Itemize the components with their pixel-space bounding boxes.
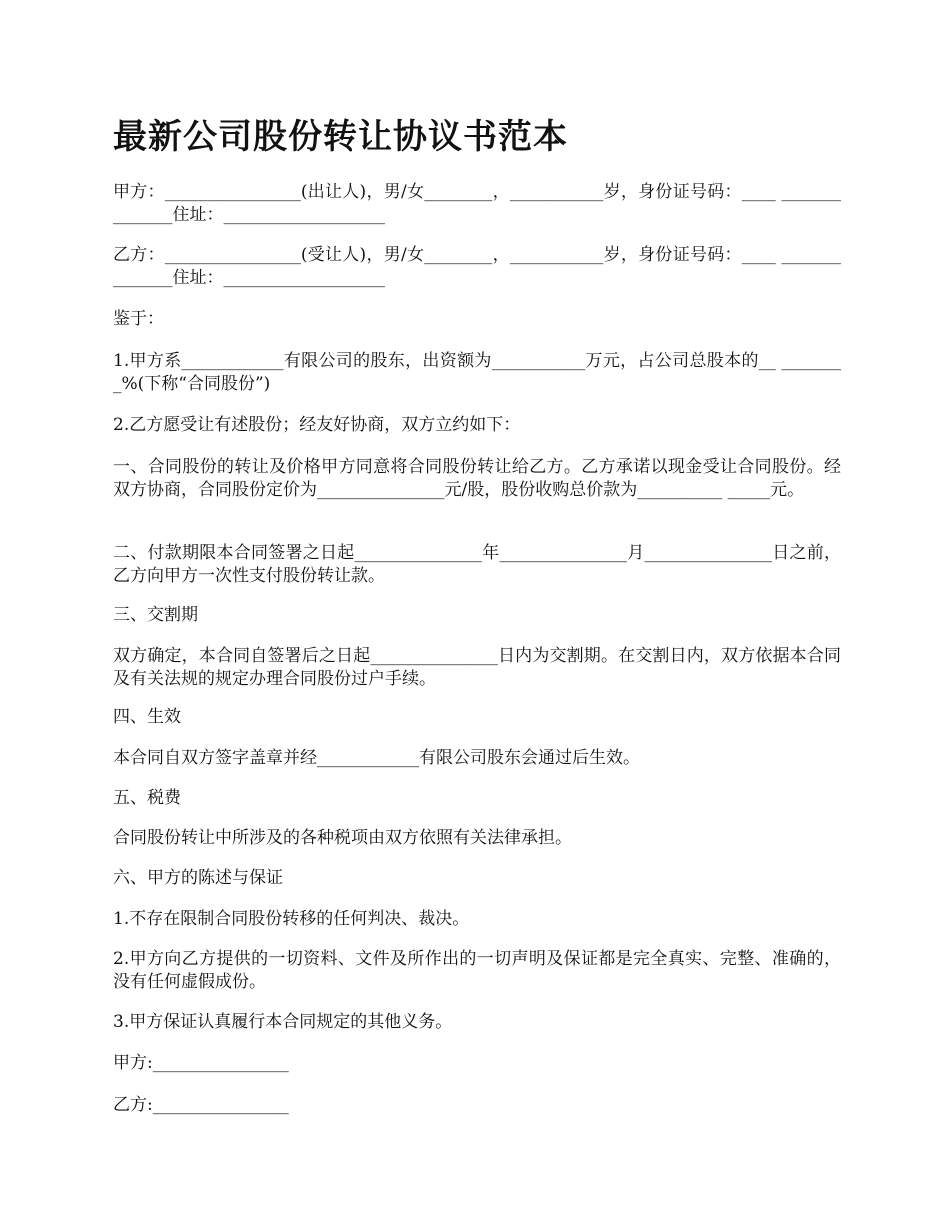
clause-4-heading: 四、生效 — [113, 707, 181, 727]
signature-party-a: 甲方:________________ — [113, 1053, 289, 1073]
clause-1-transfer-price: 一、合同股份的转让及价格甲方同意将合同股份转让给乙方。乙方承诺以现金受让合同股份。经双方协商，合同股份定价为_______________元/股，股份收购总价款为__________ _____元。 — [113, 457, 841, 500]
document-title: 最新公司股份转让协议书范本 — [113, 117, 568, 157]
party-b-info: 乙方：________________(受让人)，男/女________，___________岁，身份证号码：____ ______________住址：___________________ — [113, 245, 841, 288]
whereas-heading: 鉴于： — [113, 309, 164, 329]
clause-5-body: 合同股份转让中所涉及的各种税项由双方依照有关法律承担。 — [113, 828, 572, 848]
recital-2: 2.乙方愿受让有述股份；经友好协商，双方立约如下： — [113, 415, 521, 435]
clause-3-body: 双方确定，本合同自签署后之日起_______________日内为交割期。在交割日内，双方依据本合同及有关法规的规定办理合同股份过户手续。 — [113, 646, 841, 689]
clause-5-heading: 五、税费 — [113, 788, 181, 808]
warranty-1: 1.不存在限制合同股份转移的任何判决、裁决。 — [113, 909, 470, 929]
clause-2-payment-term: 二、付款期限本合同签署之日起_______________年_______________月_______________日之前，乙方向甲方一次性支付股份转让款。 — [113, 543, 841, 586]
party-a-info: 甲方：________________(出让人)，男/女________，___________岁，身份证号码：____ ______________住址：___________________ — [113, 182, 841, 225]
clause-6-heading: 六、甲方的陈述与保证 — [113, 868, 283, 888]
warranty-2: 2.甲方向乙方提供的一切资料、文件及所作出的一切声明及保证都是完全真实、完整、准确的，没有任何虚假成份。 — [113, 949, 841, 992]
recital-1: 1.甲方系____________有限公司的股东，出资额为___________万元，占公司总股本的__ ________%(下称“合同股份”) — [113, 351, 841, 394]
clause-3-heading: 三、交割期 — [113, 605, 198, 625]
warranty-3: 3.甲方保证认真履行本合同规定的其他义务。 — [113, 1012, 453, 1032]
clause-4-body: 本合同自双方签字盖章并经____________有限公司股东会通过后生效。 — [113, 748, 640, 768]
signature-party-b: 乙方:________________ — [113, 1095, 289, 1115]
